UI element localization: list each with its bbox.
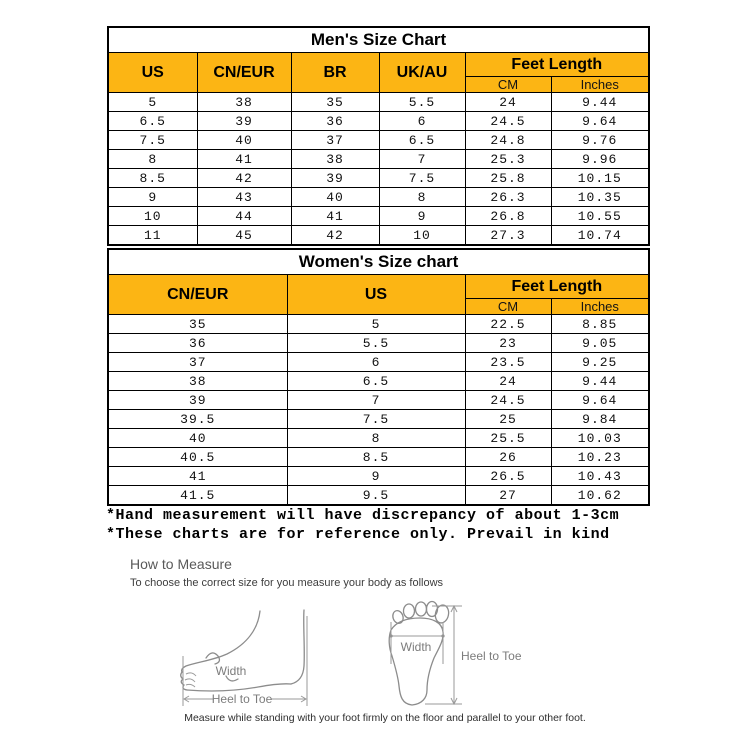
table-cell: 42 [291, 226, 379, 246]
table-cell: 6.5 [108, 112, 197, 131]
table-row [108, 315, 649, 334]
mens-table-title: Men's Size Chart [108, 27, 649, 53]
table-cell: 24 [465, 372, 551, 391]
table-cell: 44 [197, 207, 291, 226]
table-cell: 24.5 [465, 391, 551, 410]
table-cell: 10 [379, 226, 465, 246]
table-cell: 9.05 [551, 334, 649, 353]
table-row [108, 112, 649, 131]
footnotes [106, 506, 619, 544]
table-cell: 22.5 [465, 315, 551, 334]
table-cell: 37 [291, 131, 379, 150]
measure-caption: Measure while standing with your foot firmly on the floor and parallel to your other foot. [184, 712, 586, 724]
table-cell: 26.3 [465, 188, 551, 207]
table-cell: 38 [291, 150, 379, 169]
table-cell: 36 [291, 112, 379, 131]
table-row [108, 486, 649, 506]
table-cell: 41 [108, 467, 287, 486]
table-cell: 10.15 [551, 169, 649, 188]
table-cell: 11 [108, 226, 197, 246]
table-cell: 6 [287, 353, 465, 372]
mens-table-body [108, 93, 649, 246]
table-row [108, 226, 649, 246]
table-cell: 5.5 [287, 334, 465, 353]
table-cell: 40 [108, 429, 287, 448]
table-row [108, 188, 649, 207]
table-row [108, 93, 649, 112]
table-cell: 7.5 [108, 131, 197, 150]
table-cell: 41 [197, 150, 291, 169]
table-cell: 25.8 [465, 169, 551, 188]
how-to-measure-heading: How to Measure [130, 556, 232, 572]
table-cell: 5.5 [379, 93, 465, 112]
table-cell: 10.43 [551, 467, 649, 486]
table-cell: 8 [108, 150, 197, 169]
mens-col-header-inches: Inches [551, 77, 649, 93]
table-cell: 25 [465, 410, 551, 429]
table-cell: 26.5 [465, 467, 551, 486]
table-cell: 42 [197, 169, 291, 188]
table-cell: 10.03 [551, 429, 649, 448]
table-cell: 27.3 [465, 226, 551, 246]
mens-size-table [107, 26, 650, 246]
table-cell: 8 [287, 429, 465, 448]
table-cell: 35 [108, 315, 287, 334]
table-cell: 9.76 [551, 131, 649, 150]
table-cell: 35 [291, 93, 379, 112]
table-row [108, 429, 649, 448]
table-cell: 6.5 [287, 372, 465, 391]
table-row [108, 334, 649, 353]
table-cell: 24.8 [465, 131, 551, 150]
table-cell: 10.23 [551, 448, 649, 467]
foot-side-view-icon [181, 610, 307, 706]
top-heel-to-toe-label: Heel to Toe [461, 649, 522, 663]
table-cell: 7 [379, 150, 465, 169]
table-cell: 8 [379, 188, 465, 207]
foot-measure-diagram [170, 594, 620, 720]
table-cell: 38 [108, 372, 287, 391]
table-cell: 43 [197, 188, 291, 207]
table-cell: 6 [379, 112, 465, 131]
mens-col-header-ukau: UK/AU [379, 53, 465, 93]
table-row [108, 131, 649, 150]
footnote-measurement: *Hand measurement will have discrepancy of about 1-3cm [106, 507, 620, 524]
table-cell: 6.5 [379, 131, 465, 150]
table-cell: 40 [197, 131, 291, 150]
table-cell: 10.35 [551, 188, 649, 207]
womens-table-body [108, 315, 649, 506]
table-row [108, 207, 649, 226]
table-cell: 39 [108, 391, 287, 410]
table-cell: 45 [197, 226, 291, 246]
table-cell: 39 [197, 112, 291, 131]
mens-col-header-cneur: CN/EUR [197, 53, 291, 93]
table-cell: 9.64 [551, 112, 649, 131]
table-cell: 9.44 [551, 93, 649, 112]
how-to-measure-subtitle: To choose the correct size for you measure your body as follows [130, 577, 444, 589]
table-cell: 25.3 [465, 150, 551, 169]
table-cell: 37 [108, 353, 287, 372]
table-cell: 25.5 [465, 429, 551, 448]
table-cell: 8.85 [551, 315, 649, 334]
womens-col-header-inches: Inches [551, 299, 649, 315]
table-cell: 8.5 [108, 169, 197, 188]
table-cell: 41 [291, 207, 379, 226]
table-row [108, 150, 649, 169]
table-row [108, 353, 649, 372]
table-cell: 26.8 [465, 207, 551, 226]
top-width-label: Width [400, 640, 432, 654]
table-cell: 10.55 [551, 207, 649, 226]
table-cell: 23 [465, 334, 551, 353]
table-cell: 39 [291, 169, 379, 188]
womens-table-title: Women's Size chart [108, 249, 649, 275]
womens-col-header-us: US [287, 275, 465, 315]
table-cell: 9 [108, 188, 197, 207]
table-cell: 9.84 [551, 410, 649, 429]
table-cell: 26 [465, 448, 551, 467]
table-cell: 27 [465, 486, 551, 506]
table-row [108, 372, 649, 391]
table-cell: 10.62 [551, 486, 649, 506]
table-cell: 10 [108, 207, 197, 226]
table-cell: 38 [197, 93, 291, 112]
side-heel-to-toe-label: Heel to Toe [211, 692, 273, 706]
table-row [108, 410, 649, 429]
table-cell: 5 [108, 93, 197, 112]
womens-col-header-cm: CM [465, 299, 551, 315]
table-cell: 7.5 [287, 410, 465, 429]
womens-col-header-feet-length: Feet Length [465, 275, 649, 299]
table-cell: 9 [287, 467, 465, 486]
mens-col-header-feet-length: Feet Length [465, 53, 649, 77]
table-cell: 41.5 [108, 486, 287, 506]
table-cell: 5 [287, 315, 465, 334]
table-cell: 24.5 [465, 112, 551, 131]
table-cell: 9.25 [551, 353, 649, 372]
table-cell: 8.5 [287, 448, 465, 467]
womens-size-table [107, 248, 650, 506]
foot-top-view-icon [389, 602, 522, 706]
mens-col-header-us: US [108, 53, 197, 93]
side-width-label: Width [215, 664, 247, 678]
table-cell: 9.96 [551, 150, 649, 169]
table-row [108, 391, 649, 410]
table-cell: 23.5 [465, 353, 551, 372]
table-cell: 9 [379, 207, 465, 226]
mens-col-header-cm: CM [465, 77, 551, 93]
womens-col-header-cneur: CN/EUR [108, 275, 287, 315]
table-cell: 9.5 [287, 486, 465, 506]
table-cell: 7 [287, 391, 465, 410]
table-row [108, 169, 649, 188]
table-cell: 9.44 [551, 372, 649, 391]
table-cell: 9.64 [551, 391, 649, 410]
table-cell: 39.5 [108, 410, 287, 429]
table-cell: 10.74 [551, 226, 649, 246]
table-row [108, 467, 649, 486]
mens-col-header-br: BR [291, 53, 379, 93]
table-cell: 36 [108, 334, 287, 353]
table-cell: 24 [465, 93, 551, 112]
table-cell: 7.5 [379, 169, 465, 188]
table-cell: 40 [291, 188, 379, 207]
footnote-reference: *These charts are for reference only. Prevail in kind [106, 526, 610, 543]
table-row [108, 448, 649, 467]
table-cell: 40.5 [108, 448, 287, 467]
